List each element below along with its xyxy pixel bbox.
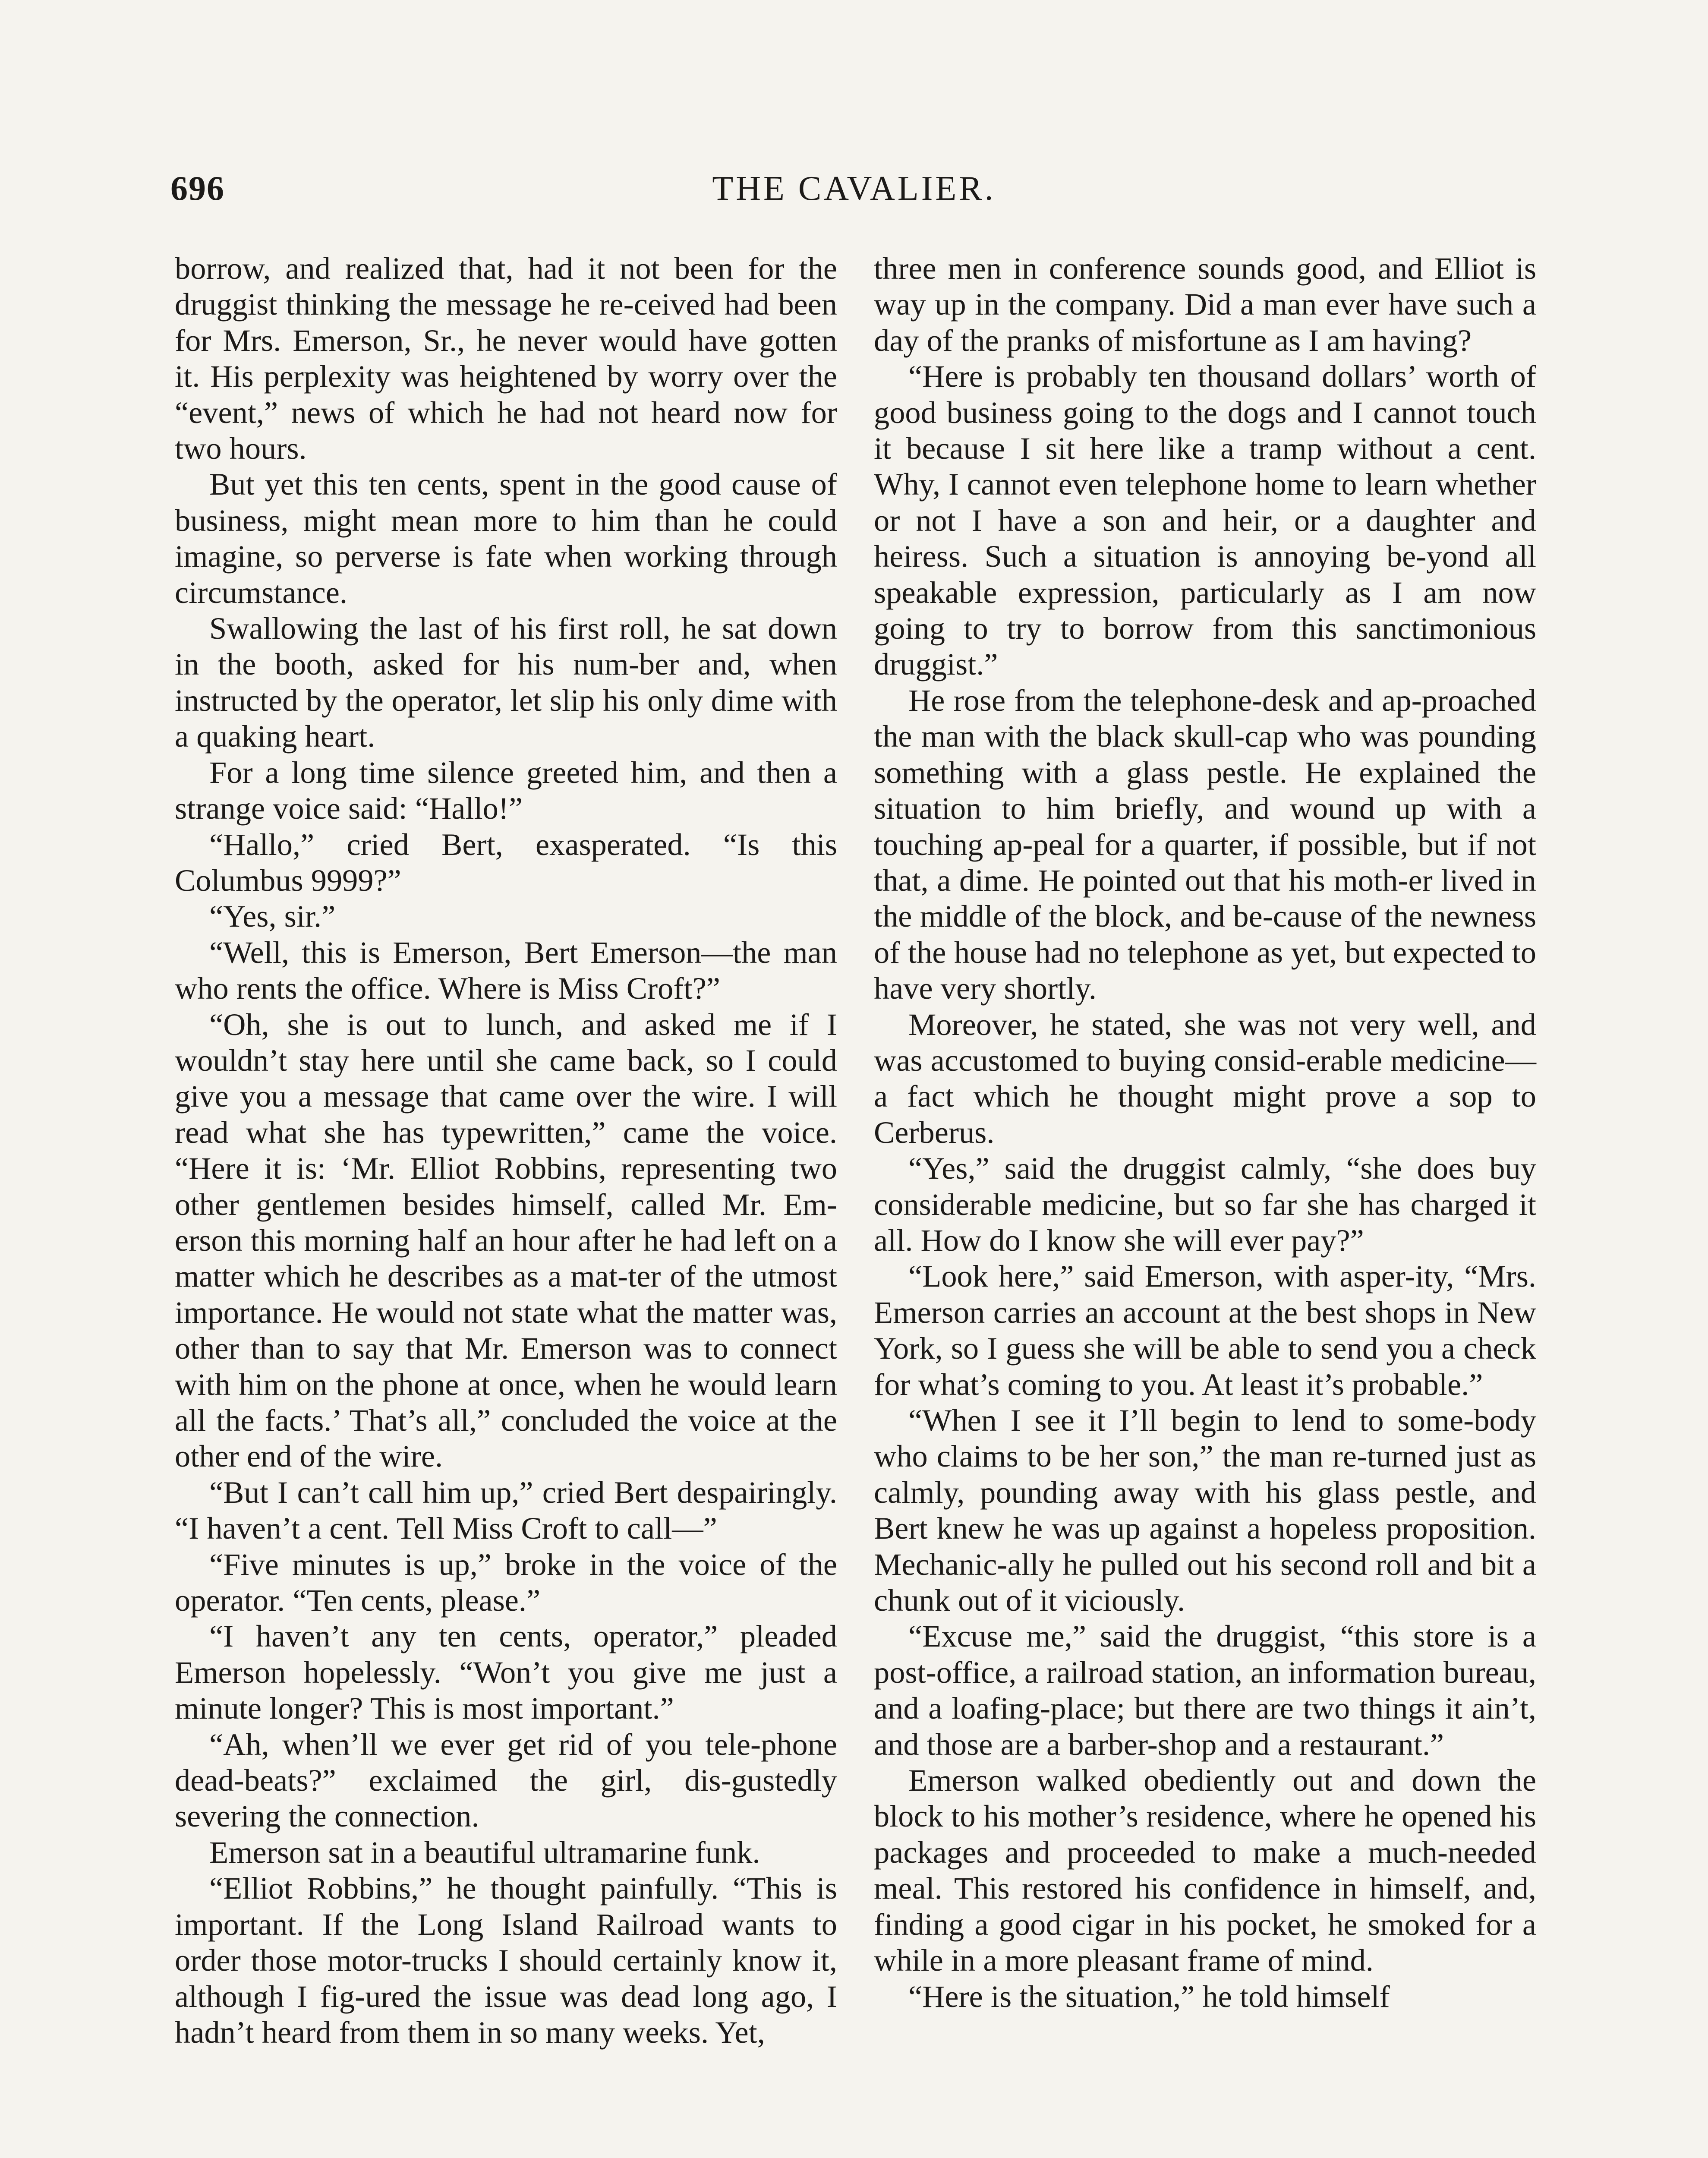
paragraph: But yet this ten cents, spent in the good cause of business, might mean more to him than he could imagine, so perverse is fate when working through circumstance. — [175, 467, 837, 610]
paragraph: “Ah, when’ll we ever get rid of you tele-phone dead-beats?” exclaimed the girl, dis-gustedly severing the connection. — [175, 1726, 837, 1834]
right-column — [874, 250, 1536, 2014]
paragraph: He rose from the telephone-desk and ap-proached the man with the black skull-cap who was pounding something with a glass pestle. He explained the situation to him briefly, and wound up with a touching ap-peal for a quarter, if possible, but if not that, a dime. He pointed out that his moth-er lived in the middle of the block, and be-cause of the newness of the house had no telephone as yet, but expected to have very shortly. — [874, 682, 1536, 1006]
left-column — [175, 250, 837, 2050]
paragraph: “Five minutes is up,” broke in the voice of the operator. “Ten cents, please.” — [175, 1546, 837, 1618]
running-title: THE CAVALIER. — [712, 170, 996, 208]
paragraph: Emerson walked obediently out and down the block to his mother’s residence, where he opened his packages and proceeded to make a much-needed meal. This restored his confidence in himself, and, finding a good cigar in his pocket, he smoked for a while in a more pleasant frame of mind. — [874, 1763, 1536, 1978]
paragraph: “Here is the situation,” he told himself — [908, 1978, 1390, 2014]
paragraph: “Look here,” said Emerson, with asper-ity, “Mrs. Emerson carries an account at the best shops in New York, so I guess she will be able to send you a check for what’s coming to you. At least it’s probable.” — [874, 1259, 1536, 1402]
paragraph: “Here is probably ten thousand dollars’ worth of good business going to the dogs and I cannot touch it because I sit here like a tramp without a cent. Why, I cannot even telephone home to learn whether or not I have a son and heir, or a daughter and heiress. Such a situation is annoying be-yond all speakable expression, particularly as I am now going to try to borrow from this sanctimonious druggist.” — [874, 359, 1536, 682]
paragraph: three men in conference sounds good, and Elliot is way up in the company. Did a man ever have such a day of the pranks of misfortune as I am having? — [874, 251, 1536, 358]
paragraph: “Yes, sir.” — [209, 899, 336, 934]
paragraph: “But I can’t call him up,” cried Bert despairingly. “I haven’t a cent. Tell Miss Croft to call—” — [175, 1474, 837, 1546]
paragraph: “I haven’t any ten cents, operator,” pleaded Emerson hopelessly. “Won’t you give me just a minute longer? This is most important.” — [175, 1618, 837, 1726]
paragraph: Swallowing the last of his first roll, he sat down in the booth, asked for his num-ber and, when instructed by the operator, let slip his only dime with a quaking heart. — [175, 611, 837, 754]
paragraph: For a long time silence greeted him, and then a strange voice said: “Hallo!” — [175, 754, 837, 826]
paragraph: Moreover, he stated, she was not very well, and was accustomed to buying consid-erable medicine—a fact which he thought might prove a sop to Cerberus. — [874, 1006, 1536, 1150]
page-number: 696 — [170, 170, 225, 208]
paragraph: “Yes,” said the druggist calmly, “she does buy considerable medicine, but so far she has charged it all. How do I know she will ever pay?” — [874, 1151, 1536, 1258]
paragraph: “Oh, she is out to lunch, and asked me if I wouldn’t stay here until she came back, so I could give you a message that came over the wire. I will read what she has typewritten,” came the voice. “Here it is: ‘Mr. Elliot Robbins, representing two other gentlemen besides himself, called Mr. Em-erson this morning half an hour after he had left on a matter which he describes as a mat-ter of the utmost importance. He would not state what the matter was, other than to say that Mr. Emerson was to connect with him on the phone at once, when he would learn all the facts.’ That’s all,” concluded the voice at the other end of the wire. — [175, 1006, 837, 1474]
paragraph: “Hallo,” cried Bert, exasperated. “Is this Columbus 9999?” — [175, 827, 837, 898]
paragraph: “Excuse me,” said the druggist, “this store is a post-office, a railroad station, an information bureau, and a loafing-place; but there are two things it ain’t, and those are a barber-shop and a restaurant.” — [874, 1618, 1536, 1762]
paragraph: borrow, and realized that, had it not been for the druggist thinking the message he re-ceived had been for Mrs. Emerson, Sr., he never would have gotten it. His perplexity was heightened by worry over the “event,” news of which he had not heard now for two hours. — [175, 251, 837, 466]
paragraph: “When I see it I’ll begin to lend to some-body who claims to be her son,” the man re-turned just as calmly, pounding away with his glass pestle, and Bert knew he was up against a hopeless proposition. Mechanic-ally he pulled out his second roll and bit a chunk out of it viciously. — [874, 1403, 1536, 1618]
paragraph: Emerson sat in a beautiful ultramarine funk. — [209, 1834, 760, 1870]
paragraph: “Elliot Robbins,” he thought painfully. “This is important. If the Long Island Railroad wants to order those motor-trucks I should certainly know it, although I fig-ured the issue was dead long ago, I hadn’t heard from them in so many weeks. Yet, — [175, 1871, 837, 2050]
paragraph: “Well, this is Emerson, Bert Emerson—the man who rents the office. Where is Miss Croft?” — [175, 934, 837, 1006]
